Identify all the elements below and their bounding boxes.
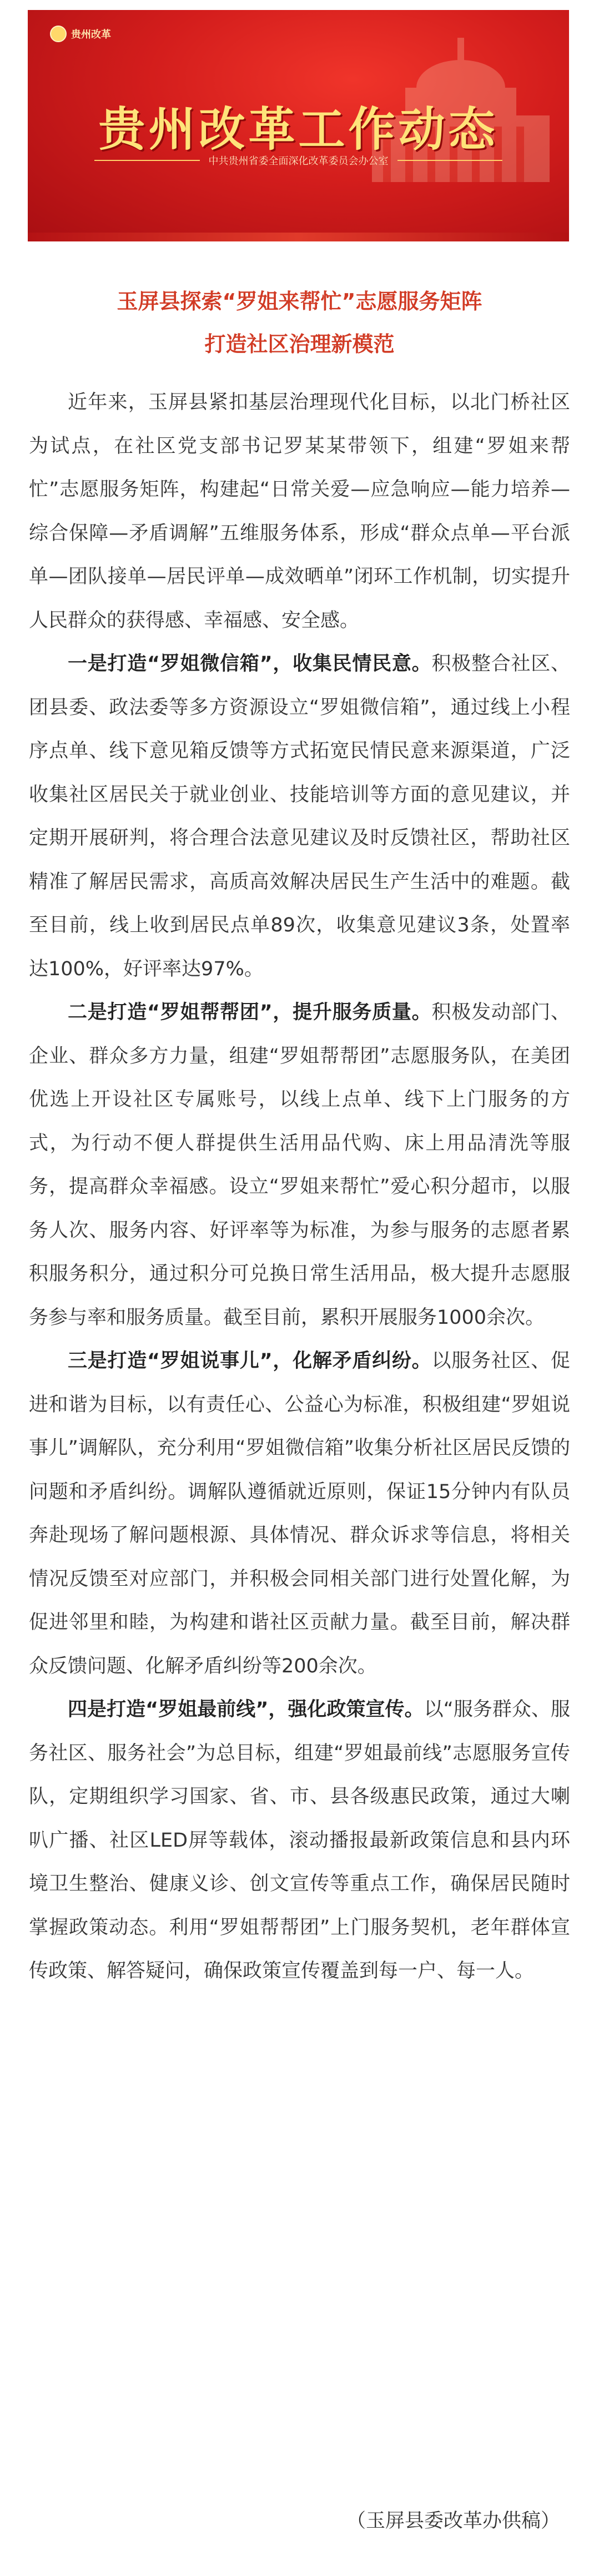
paragraph-lead: 四是打造“罗姐最前线”，强化政策宣传。 [68, 1698, 424, 1721]
article-title-line-2: 打造社区治理新模范 [204, 332, 395, 356]
paragraph-2 [29, 991, 570, 1339]
header-banner [28, 10, 569, 241]
paragraph-4 [29, 1688, 570, 1993]
divider-right [397, 160, 503, 161]
paragraph-intro [29, 381, 570, 642]
banner-subtitle-row [94, 153, 502, 168]
banner-bottom-bar [28, 233, 569, 241]
article-title-line-1: 玉屏县探索“罗姐来帮忙”志愿服务矩阵 [117, 289, 482, 314]
divider-left [94, 160, 200, 161]
banner-subtitle: 中共贵州省委全面深化改革委员会办公室 [208, 155, 389, 167]
banner-logo [50, 26, 111, 42]
emblem-icon [50, 26, 67, 42]
paragraph-1 [29, 642, 570, 991]
paragraph-text: 积极整合社区、团县委、政法委等多方资源设立“罗姐微信箱”，通过线上小程序点单、线下意见箱反馈等方式拓宽民情民意来源渠道，广泛收集社区居民关于就业创业、技能培训等方面的意见建议，并定期开展研判，将合理合法意见建议及时反馈社区，帮助社区精准了解居民需求，高质高效解决居民生产生活中的难题。截至目前，线上收到居民点单89次，收集意见建议3条，处置率达100%，好评率达97%。 [29, 653, 570, 980]
paragraph-lead: 二是打造“罗姐帮帮团”，提升服务质量。 [68, 1001, 432, 1024]
paragraph-text: 以“服务群众、服务社区、服务社会”为总目标，组建“罗姐最前线”志愿服务宣传队，定期组织学习国家、省、市、县各级惠民政策，通过大喇叭广播、社区LED屏等载体，滚动播报最新政策信息和县内环境卫生整治、健康义诊、创文宣传等重点工作，确保居民随时掌握政策动态。利用“罗姐帮帮团”上门服务契机，老年群体宣传政策、解答疑问，确保政策宣传覆盖到每一户、每一人。 [29, 1698, 570, 1982]
article-body [29, 381, 570, 1993]
logo-text: 贵州改革 [71, 29, 111, 41]
paragraph-lead: 一是打造“罗姐微信箱”，收集民情民意。 [68, 653, 432, 675]
paragraph-text: 积极发动部门、企业、群众多方力量，组建“罗姐帮帮团”志愿服务队，在美团优选上开设社区专属账号，以线上点单、线下上门服务的方式，为行动不便人群提供生活用品代购、床上用品清洗等服务，提高群众幸福感。设立“罗姐来帮忙”爱心积分超市，以服务人次、服务内容、好评率等为标准，为参与服务的志愿者累积服务积分，通过积分可兑换日常生活用品，极大提升志愿服务参与率和服务质量。截至目前，累积开展服务1000余次。 [29, 1001, 570, 1329]
source-credit: （玉屏县委改革办供稿） [346, 2510, 560, 2532]
paragraph-text: 以服务社区、促进和谐为目标，以有责任心、公益心为标准，积极组建“罗姐说事儿”调解队，充分利用“罗姐微信箱”收集分析社区居民反馈的问题和矛盾纠纷。调解队遵循就近原则，保证15分钟内有队员奔赴现场了解问题根源、具体情况、群众诉求等信息，将相关情况反馈至对应部门，并积极会同相关部门进行处置化解，为促进邻里和睦，为构建和谐社区贡献力量。截至目前，解决群众反馈问题、化解矛盾纠纷等200余次。 [29, 1350, 570, 1677]
paragraph-3 [29, 1339, 570, 1688]
paragraph-text: 近年来，玉屏县紧扣基层治理现代化目标，以北门桥社区为试点，在社区党支部书记罗某某带领下，组建“罗姐来帮忙”志愿服务矩阵，构建起“日常关爱—应急响应—能力培养—综合保障—矛盾调解”五维服务体系，形成“群众点单—平台派单—团队接单—居民评单—成效晒单”闭环工作机制，切实提升人民群众的获得感、幸福感、安全感。 [29, 391, 570, 632]
paragraph-lead: 三是打造“罗姐说事儿”，化解矛盾纠纷。 [68, 1350, 432, 1372]
banner-title: 贵州改革工作动态 [98, 102, 499, 157]
article-title [0, 280, 599, 366]
